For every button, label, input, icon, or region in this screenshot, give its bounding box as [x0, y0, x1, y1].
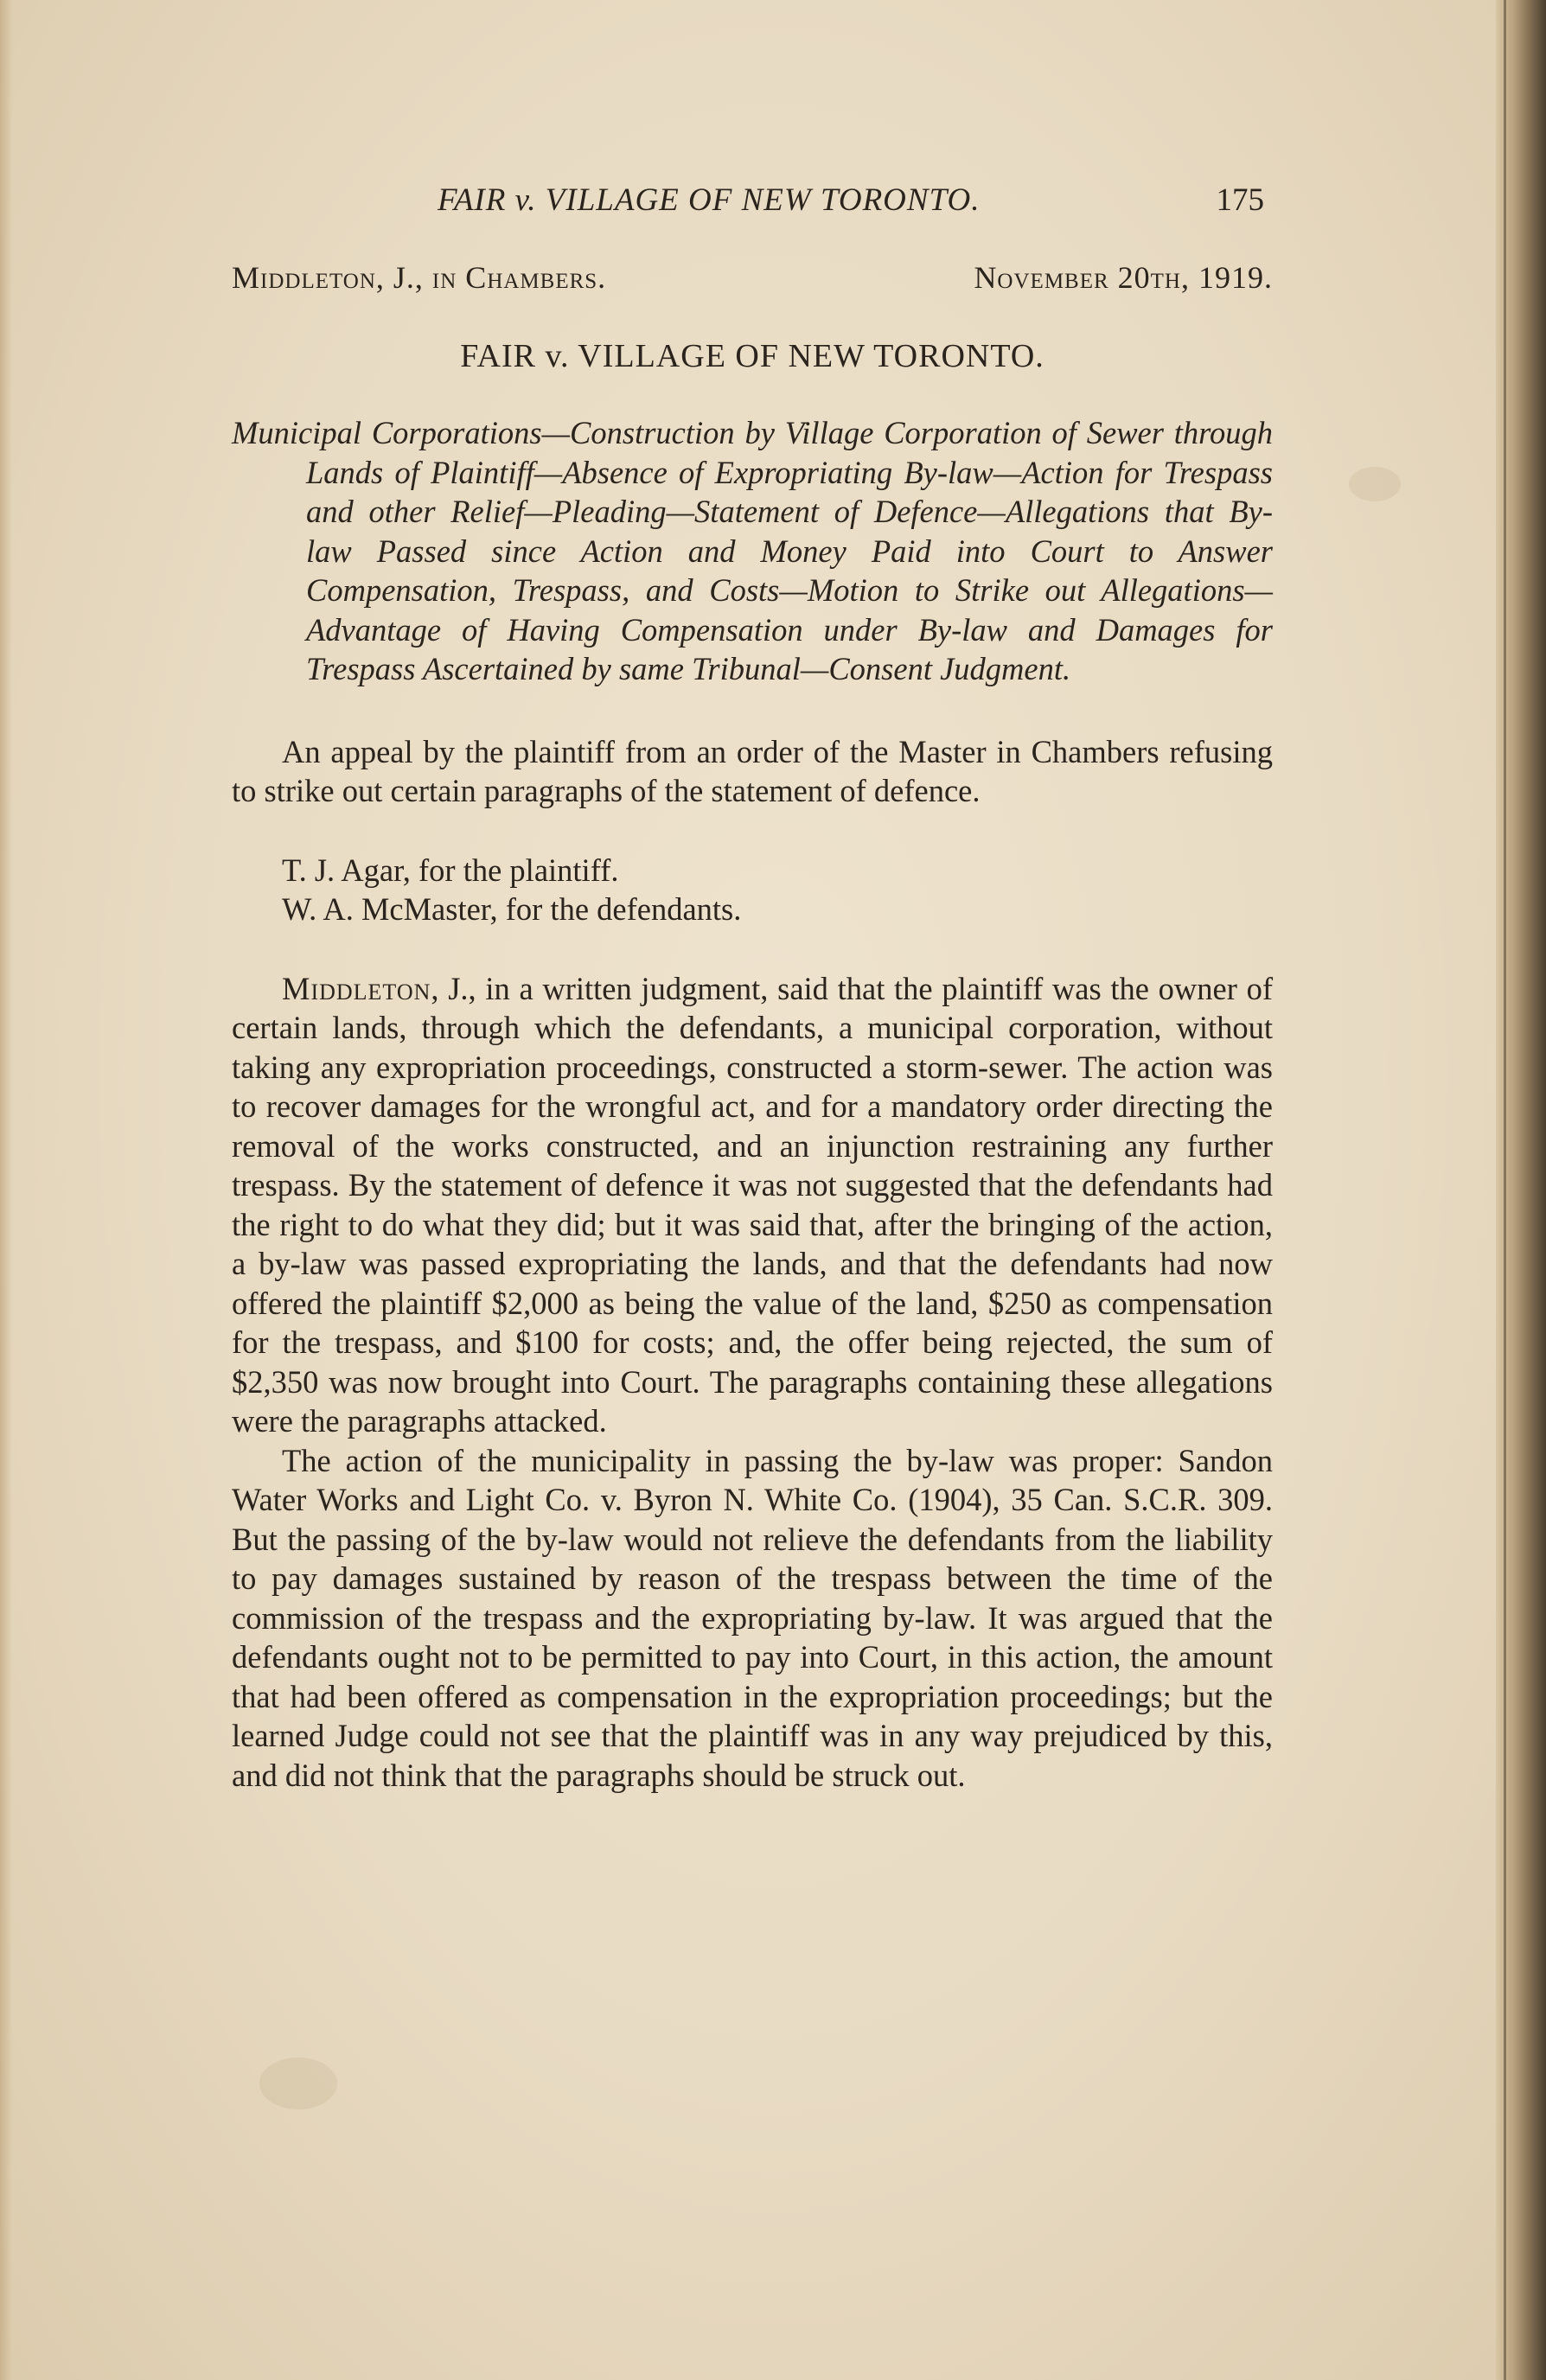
appeal-paragraph: An appeal by the plaintiff from an order of the Master in Chambers refusing to strike out certain paragraphs of the statement of defence. [232, 733, 1273, 808]
counsel-plaintiff: T. J. Agar, for the plaintiff. [282, 852, 619, 888]
counsel-defendants: W. A. McMaster, for the defendants. [282, 891, 742, 927]
judgment-date: November 20th, 1919. [974, 260, 1273, 295]
page-number: 175 [1216, 182, 1264, 218]
paper-stain [1349, 467, 1401, 501]
judgment-paragraph-2: The action of the municipality in passing the by-law was proper: Sandon Water Works and Light Co. v. Byron N. White Co. (1904), 35 Can. S.C.R. 309. But the passing of the by-law would not relieve the defendants from the liability to pay damages sustained by reason of the trespass between the time of the commission of the trespass and the expropriating by-law. It was argued that the defendants ought not to be permitted to pay into Court, in this action, the amount that had been offered as compensation in the expropriation proceedings; but the learned Judge could not see that the plaintiff was in any way prejudiced by this, and did not think that the paragraphs should be struck out. [232, 1442, 1273, 1793]
headnote: Municipal Corporations—Construction by Village Corporation of Sewer through Lands of Plaintiff—Absence of Expropriating By-law—Action for Trespass and other Relief—Pleading—Statement of Defence—Allegations that By-law Passed since Action and Money Paid into Court to Answer Compensation, Trespass, and Costs—Motion to Strike out Allegations—Advantage of Having Compensation under By-law and Damages for Trespass Ascertained by same Tribunal—Consent Judgment. [232, 415, 1273, 686]
page-content [232, 173, 1273, 1795]
judge-chambers: Middleton, J., in Chambers. [232, 260, 607, 295]
case-title: FAIR v. VILLAGE OF NEW TORONTO. [460, 338, 1045, 374]
dateline [232, 259, 1273, 311]
judgment-paragraph-1 [232, 969, 1273, 1441]
running-head [232, 173, 1273, 225]
spine-crease [1504, 0, 1506, 2380]
page-left-edge [0, 0, 12, 2380]
judgment-paragraph-1-text: , J., in a written judgment, said that the plaintiff was the owner of certain lands, through which the defendants, a municipal corporation, without taking any expropriation proceedings, constructed a storm-sewer. The action was to recover damages for the wrongful act, and for a mandatory order directing the removal of the works constructed, and an injunction restraining any further trespass. By the statement of defence it was not suggested that the defendants had the right to do what they did; but it was said that, after the bringing of the action, a by-law was passed expropriating the lands, and that the defendants had now offered the plaintiff $2,000 as being the value of the land, $250 as compensation for the trespass, and $100 for costs; and, the offer being rejected, the sum of $2,350 was now brought into Court. The paragraphs containing these allegations were the paragraphs attacked. [232, 970, 1273, 1439]
paper-stain [259, 2058, 337, 2109]
judge-name: Middleton [282, 970, 431, 1006]
running-title: FAIR v. VILLAGE OF NEW TORONTO. [438, 182, 981, 218]
counsel-list [232, 851, 1273, 929]
